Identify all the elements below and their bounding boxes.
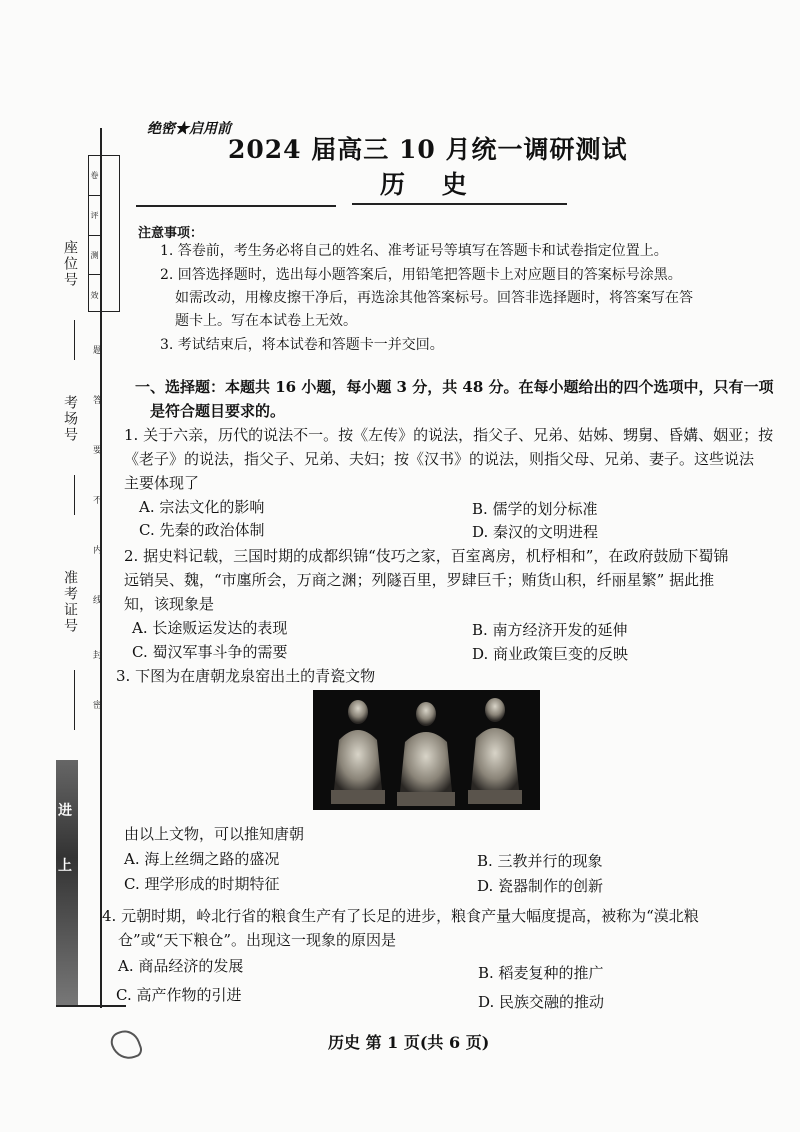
band-text: 进 <box>58 803 72 819</box>
question-stem: 1. 关于六亲，历代的说法不一。按《左传》的说法，指父子、兄弟、姑姊、甥舅、昏媾、姻亚；按 <box>124 426 774 444</box>
seal-text: 内 <box>91 545 101 564</box>
seal-text: 题 <box>91 345 101 364</box>
exam-title: 2024 届高三 10 月统一调研测试 <box>228 135 628 164</box>
statue-figures <box>313 690 540 810</box>
question-stem: 3. 下图为在唐朝龙泉窑出土的青瓷文物 <box>116 667 376 685</box>
admission-number-label: 准考证号 <box>62 570 78 634</box>
score-cell: 评 <box>89 196 100 236</box>
binding-dark-band <box>56 760 78 1005</box>
score-cell: 效 <box>90 290 99 299</box>
exam-room-blank <box>74 475 75 515</box>
seal-text: 要 <box>91 445 101 464</box>
statue-left <box>331 700 385 804</box>
question-stem: 2. 据史料记载，三国时期的成都织锦“伎巧之家，百室离房，机杼相和”，在政府鼓励下蜀锦 <box>124 547 729 565</box>
option: B. 南方经济开发的延伸 <box>472 621 628 639</box>
exam-room-label: 考场号 <box>62 395 78 443</box>
option: C. 蜀汉军事斗争的需要 <box>132 643 288 661</box>
question-stem: 4. 元朝时期，岭北行省的粮食生产有了长足的进步，粮食产量大幅度提高，被称为“漠北粮 <box>102 907 699 925</box>
option: C. 理学形成的时期特征 <box>124 875 280 893</box>
option: D. 瓷器制作的创新 <box>477 877 604 895</box>
admission-number-blank <box>74 670 75 730</box>
option: A. 海上丝绸之路的盛况 <box>124 850 280 868</box>
option: D. 民族交融的推动 <box>478 993 605 1011</box>
option: A. 商品经济的发展 <box>118 957 244 975</box>
seal-text: 答 <box>91 395 101 414</box>
header-rule-right <box>352 203 567 205</box>
score-box <box>88 155 120 312</box>
ink-smudge <box>108 1026 145 1064</box>
statue-right <box>468 698 522 804</box>
notice-heading: 注意事项： <box>138 226 204 241</box>
option: C. 先秦的政治体制 <box>139 521 265 539</box>
seal-text: 线 <box>91 595 101 614</box>
question-stem: 知，该现象是 <box>124 595 215 613</box>
question-followup: 由以上文物，可以推知唐朝 <box>124 825 305 843</box>
page-footer: 历史 第 1 页(共 6 页) <box>328 1033 490 1052</box>
seal-text: 不 <box>91 495 101 514</box>
seal-text: 封 <box>91 650 101 669</box>
option: D. 秦汉的文明进程 <box>472 523 599 541</box>
seat-number-blank <box>74 320 75 360</box>
confidential-mark: 绝密★启用前 <box>147 121 231 137</box>
question-stem: 远销吴、魏，“市廛所会，万商之渊；列隧百里，罗肆巨千；贿货山积，纤丽星繁” 据此推 <box>124 571 715 589</box>
band-text: 上 <box>58 858 72 874</box>
seat-number-label: 座位号 <box>62 240 78 288</box>
seal-text: 密 <box>91 700 101 719</box>
statue-center <box>397 702 455 806</box>
notice-item: 如需改动，用橡皮擦干净后，再选涂其他答案标号。回答非选择题时，将答案写在答 <box>175 290 693 306</box>
celadon-figures-photo <box>313 690 540 810</box>
option: B. 儒学的划分标准 <box>472 500 598 518</box>
notice-item: 3. 考试结束后，将本试卷和答题卡一并交回。 <box>160 337 444 353</box>
option: D. 商业政策巨变的反映 <box>472 645 629 663</box>
option: B. 稻麦复种的推广 <box>478 964 604 982</box>
option: A. 宗法文化的影响 <box>139 498 265 516</box>
question-stem: 《老子》的说法，指父子、兄弟、夫妇；按《汉书》的说法，则指父母、兄弟、妻子。这些说法 <box>124 450 755 468</box>
notice-item: 题卡上。写在本试卷上无效。 <box>175 313 357 329</box>
header-rule-left <box>136 205 336 207</box>
notice-item: 1. 答卷前，考生务必将自己的姓名、准考证号等填写在答题卡和试卷指定位置上。 <box>160 243 668 259</box>
option: A. 长途贩运发达的表现 <box>132 619 288 637</box>
score-cell: 测 <box>89 236 100 276</box>
notice-item: 2. 回答选择题时，选出每小题答案后，用铅笔把答题卡上对应题目的答案标号涂黑。 <box>160 267 682 283</box>
score-cell: 卷 <box>89 156 100 196</box>
question-stem: 仓”或“天下粮仓”。出现这一现象的原因是 <box>118 931 397 949</box>
section-heading: 是符合题目要求的。 <box>150 402 286 420</box>
option: B. 三教并行的现象 <box>477 852 603 870</box>
section-heading: 一、选择题：本题共 16 小题，每小题 3 分，共 48 分。在每小题给出的四个选项中，只有一项 <box>135 378 774 396</box>
question-stem: 主要体现了 <box>124 474 200 492</box>
subject-title: 历 史 <box>380 170 481 199</box>
option: C. 高产作物的引进 <box>116 986 242 1004</box>
